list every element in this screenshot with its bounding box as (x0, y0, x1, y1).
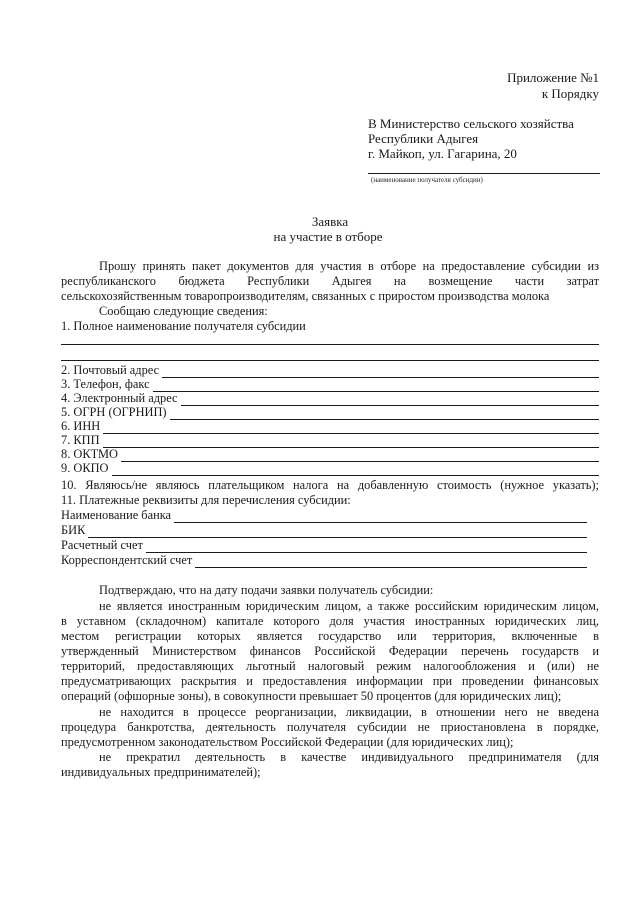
field-ogrn[interactable] (61, 405, 599, 420)
recipient-name-line (368, 173, 600, 174)
confirm-p1-line-6: предусматривающих раскрытия и предоставления информации при проведении финансовых (61, 674, 599, 688)
field-account-line[interactable] (146, 541, 587, 553)
field-account-label: Расчетный счет (61, 538, 143, 552)
intro-line-4: Сообщаю следующие сведения: (99, 304, 268, 318)
confirm-heading: Подтверждаю, что на дату подачи заявки получатель субсидии: (99, 583, 434, 597)
payment-details-heading: 11. Платежные реквизиты для перечисления субсидии: (61, 493, 351, 507)
field-postal-address-label: 2. Почтовый адрес (61, 363, 160, 377)
field-email[interactable] (61, 391, 599, 406)
confirm-p1-line-7: операций (офшорные зоны), в совокупности превышает 50 процентов (для юридических лиц); (61, 689, 562, 703)
field-full-name-line-2[interactable] (61, 360, 599, 361)
field-okpo-label: 9. ОКПО (61, 461, 109, 475)
confirm-p2-line-3: предусмотренном законодательством Российской Федерации (для юридических лиц); (61, 735, 514, 749)
field-account[interactable] (61, 538, 587, 553)
field-oktmo[interactable] (61, 447, 599, 462)
confirm-p2-line-1: не находится в процессе реорганизации, ликвидации, в отношении него не введена (99, 705, 599, 719)
confirm-p1-line-3: местом регистрации которых является государство или территория, включенные в (61, 629, 599, 643)
confirm-p1-line-5: территорий, предоставляющих льготный налоговый режим налогообложения и (или) не (61, 659, 599, 673)
intro-line-2: республиканского бюджета Республики Адыгея на возмещение части затрат (61, 274, 599, 288)
field-full-name-line-1[interactable] (61, 344, 599, 345)
intro-line-1: Прошу принять пакет документов для участия в отборе на предоставление субсидии из (99, 259, 599, 273)
confirm-p2-line-2: процедура банкротства, деятельность получателя субсидии не приостановлена в порядке, (61, 720, 599, 734)
addressee-line-2: Республики Адыгея (368, 131, 479, 146)
field-vat-status: 10. Являюсь/не являюсь плательщиком налога на добавленную стоимость (нужное указать); (61, 478, 599, 492)
intro-line-3: сельскохозяйственным товаропроизводителям, связанных с приростом производства молока (61, 289, 550, 303)
field-phone-fax-label: 3. Телефон, факс (61, 377, 150, 391)
field-okpo[interactable] (61, 461, 599, 476)
document-title: Заявка (311, 214, 349, 229)
field-corr-account[interactable] (61, 553, 587, 568)
confirm-p1-line-2: в уставном (складочном) капитале которого доля участия иностранных юридических лиц, (61, 614, 599, 628)
field-ogrn-label: 5. ОГРН (ОГРНИП) (61, 405, 167, 419)
field-bik-label: БИК (61, 523, 86, 537)
field-kpp[interactable] (61, 433, 599, 448)
field-inn[interactable] (61, 419, 599, 434)
field-bank-name-label: Наименование банка (61, 508, 172, 522)
field-inn-label: 6. ИНН (61, 419, 101, 433)
confirm-p1-line-1: не является иностранным юридическим лицом, а также российским юридическим лицом, (99, 599, 599, 613)
field-email-label: 4. Электронный адрес (61, 391, 178, 405)
field-postal-address[interactable] (61, 363, 599, 378)
field-bank-name-line[interactable] (174, 511, 587, 523)
addressee-line-3: г. Майкоп, ул. Гагарина, 20 (368, 146, 517, 161)
document-subtitle: на участие в отборе (273, 229, 383, 244)
field-bank-name[interactable] (61, 508, 587, 523)
field-phone-fax[interactable] (61, 377, 599, 392)
field-oktmo-label: 8. ОКТМО (61, 447, 118, 461)
field-bik[interactable] (61, 523, 587, 538)
field-corr-account-line[interactable] (195, 556, 587, 568)
addressee-line-1: В Министерство сельского хозяйства (368, 116, 574, 131)
confirm-p3-line-2: индивидуальных предпринимателей); (61, 765, 261, 779)
confirm-p3-line-1: не прекратил деятельность в качестве индивидуального предпринимателя (для (99, 750, 599, 764)
field-corr-account-label: Корреспондентский счет (61, 553, 193, 567)
field-okpo-line[interactable] (112, 464, 600, 476)
field-kpp-label: 7. КПП (61, 433, 100, 447)
recipient-name-caption: (наименование получателя субсидии) (371, 176, 483, 184)
field-bik-line[interactable] (88, 526, 587, 538)
appendix-number: Приложение №1 (507, 70, 599, 85)
field-full-name-label: 1. Полное наименование получателя субсидии (61, 319, 306, 333)
confirm-p1-line-4: утвержденный Министерством финансов Российской Федерации перечень государств и (61, 644, 599, 658)
appendix-order: к Порядку (541, 86, 599, 101)
